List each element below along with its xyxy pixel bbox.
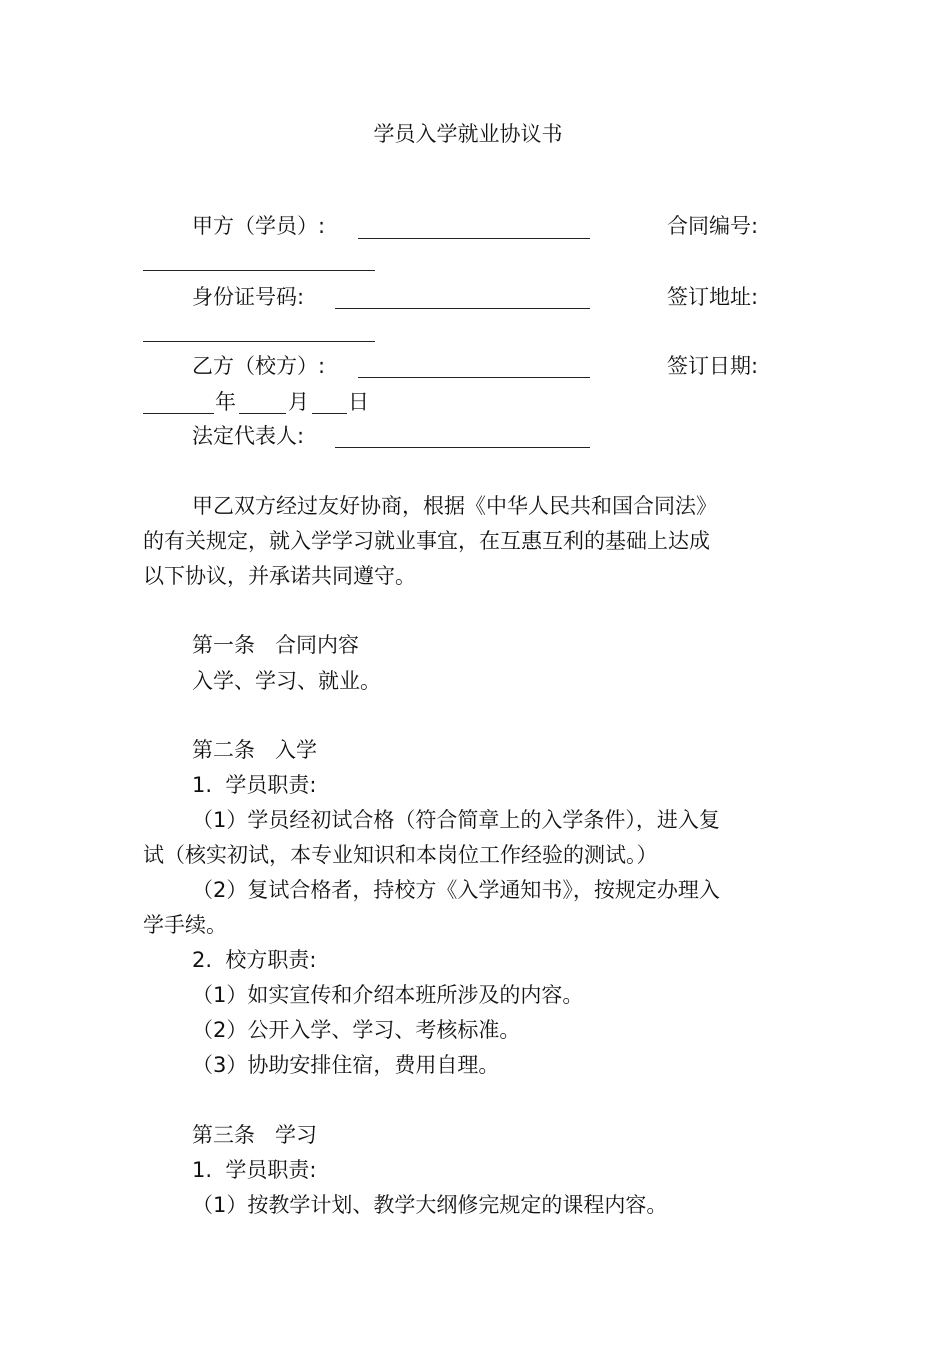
date-year-blank — [143, 413, 214, 414]
article2-item: （2）公开入学、学习、考核标准。 — [192, 1018, 521, 1042]
date-month-label: 月 — [288, 390, 309, 414]
date-month-blank — [239, 413, 286, 414]
article2-item: （2）复试合格者，持校方《入学通知书》，按规定办理入 — [192, 878, 720, 902]
date-day-label: 日 — [348, 390, 369, 414]
preamble-line: 的有关规定，就入学学习就业事宜，在互惠互利的基础上达成 — [143, 529, 710, 553]
contract-no-label: 合同编号: — [667, 214, 759, 238]
sign-place-label: 签订地址: — [667, 285, 759, 309]
preamble-line: 以下协议，并承诺共同遵守。 — [143, 564, 416, 588]
article3-heading: 第三条 学习 — [192, 1123, 318, 1147]
article2-school-duty: 2. 校方职责: — [192, 948, 317, 972]
legal-rep-blank — [335, 447, 590, 448]
id-number-blank — [335, 308, 590, 309]
article1-heading: 第一条 合同内容 — [192, 633, 360, 657]
article1-content: 入学、学习、就业。 — [192, 669, 381, 693]
party-b-label: 乙方（校方）: — [192, 354, 326, 378]
article2-item: （3）协助安排住宿，费用自理。 — [192, 1053, 500, 1077]
article2-item: （1）学员经初试合格（符合简章上的入学条件），进入复 — [192, 808, 720, 832]
article2-item: 学手续。 — [143, 913, 227, 937]
party-a-blank — [358, 238, 590, 239]
article2-heading: 第二条 入学 — [192, 738, 318, 762]
contract-no-blank — [143, 270, 375, 271]
article2-item: （1）如实宣传和介绍本班所涉及的内容。 — [192, 983, 584, 1007]
article2-item: 试（核实初试，本专业知识和本岗位工作经验的测试。） — [143, 843, 658, 867]
id-number-label: 身份证号码: — [192, 285, 305, 309]
document-title: 学员入学就业协议书 — [373, 122, 563, 146]
date-day-blank — [312, 413, 347, 414]
date-year-label: 年 — [215, 390, 236, 414]
sign-date-label: 签订日期: — [667, 354, 759, 378]
party-b-blank — [358, 377, 590, 378]
article2-student-duty: 1. 学员职责: — [192, 773, 317, 797]
article3-item: （1）按教学计划、教学大纲修完规定的课程内容。 — [192, 1193, 668, 1217]
article3-student-duty: 1. 学员职责: — [192, 1158, 317, 1182]
party-a-label: 甲方（学员）: — [192, 214, 326, 238]
sign-place-blank — [143, 341, 375, 342]
preamble-line: 甲乙双方经过友好协商，根据《中华人民共和国合同法》 — [192, 494, 717, 518]
legal-rep-label: 法定代表人: — [192, 424, 305, 448]
